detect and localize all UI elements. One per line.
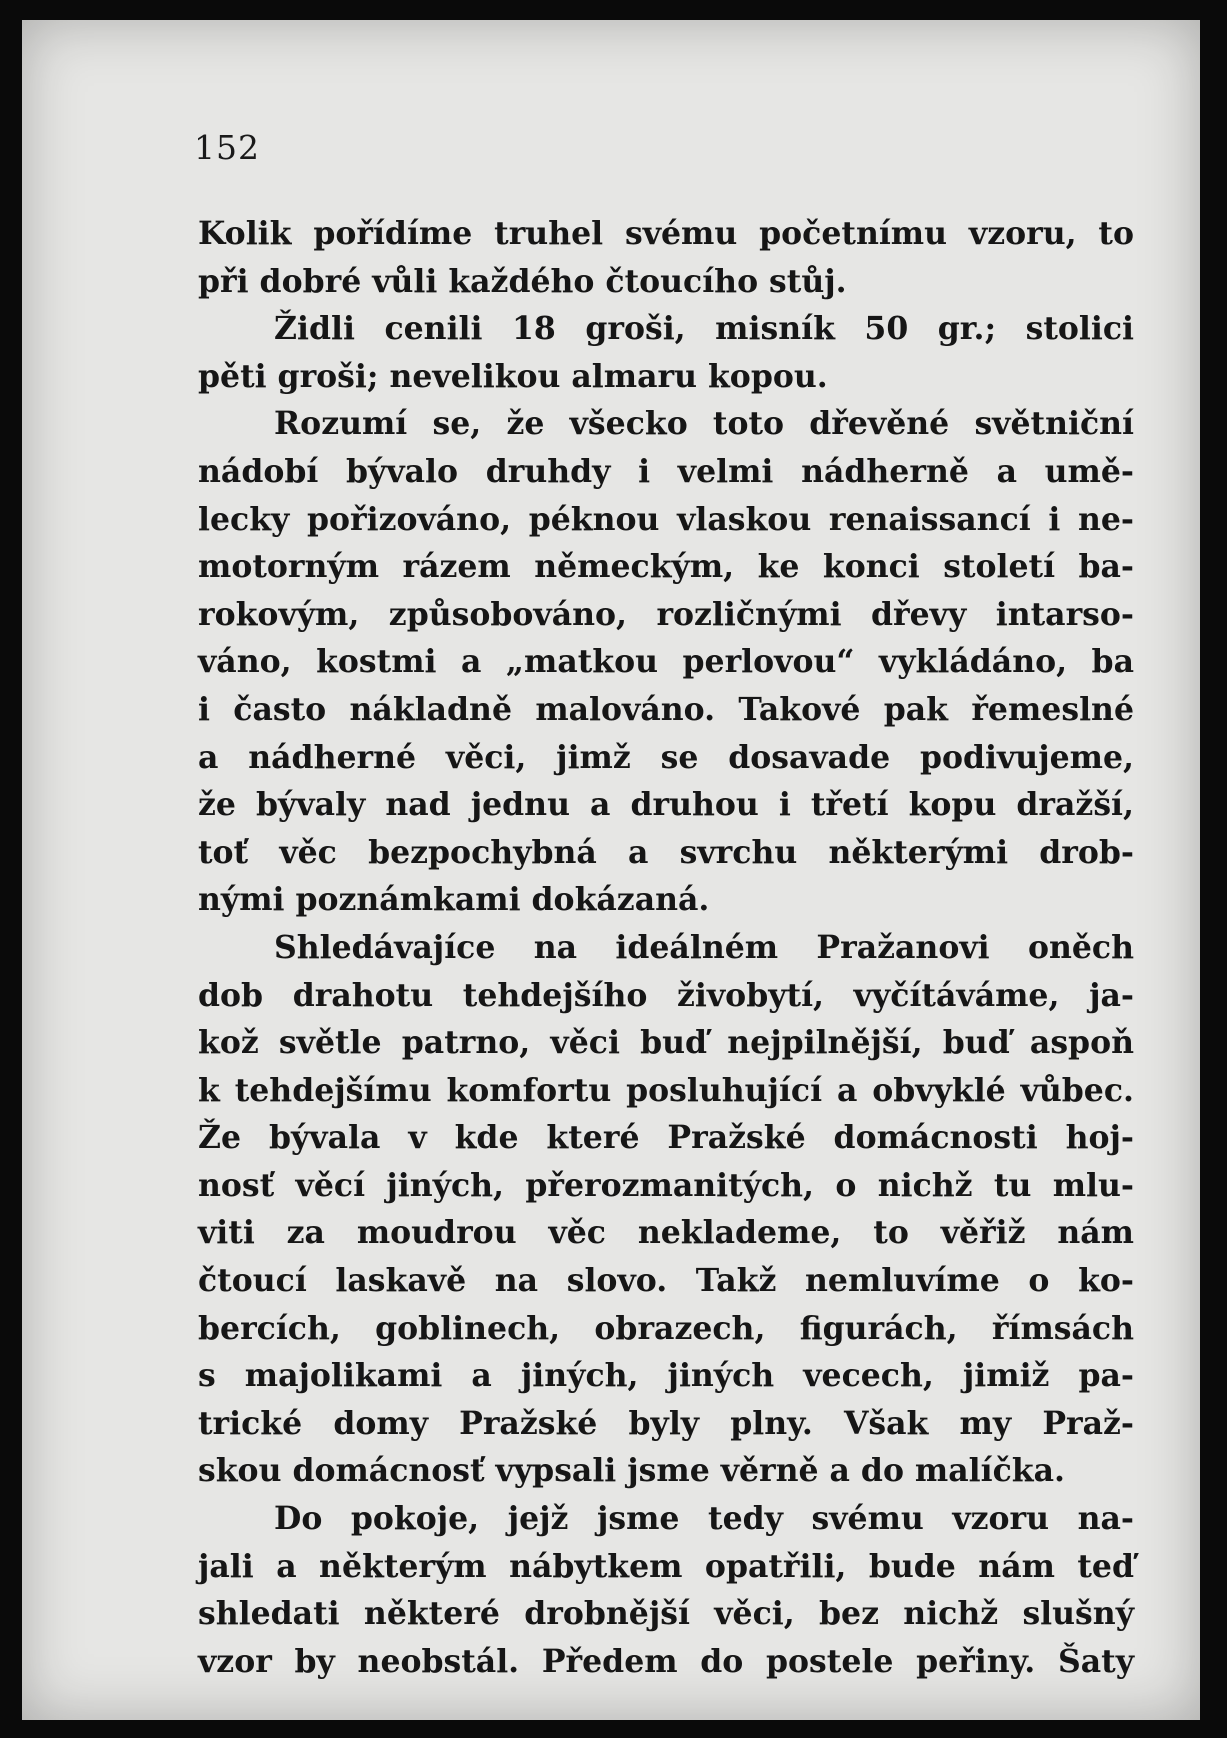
text-line: váno, kostmi a „matkou perlovou“ vykládáno, ba bbox=[198, 643, 1134, 681]
text-line: i často nákladně malováno. Takové pak řemeslné bbox=[198, 690, 1134, 728]
text-line: Židli cenili 18 groši, misník 50 gr.; stolici bbox=[274, 310, 1134, 348]
text-line: jali a některým nábytkem opatřili, bude nám teď bbox=[198, 1547, 1134, 1585]
text-line: s majolikami a jiných, jiných vecech, jimiž pa- bbox=[198, 1357, 1134, 1395]
text-line: viti za moudrou věc neklademe, to věřiž nám bbox=[198, 1214, 1134, 1252]
text-line: lecky pořizováno, péknou vlaskou renaissancí i ne- bbox=[198, 500, 1134, 538]
text-line: že bývaly nad jednu a druhou i třetí kopu dražší, bbox=[198, 786, 1134, 824]
text-line: toť věc bezpochybná a svrchu některými drob- bbox=[198, 833, 1134, 871]
scanned-page bbox=[22, 20, 1200, 1720]
text-line: dob drahotu tehdejšího živobytí, vyčítáváme, ja- bbox=[198, 976, 1134, 1014]
text-line: Že bývala v kde které Pražské domácnosti hoj- bbox=[198, 1119, 1134, 1157]
text-line: při dobré vůli každého čtoucího stůj. bbox=[198, 262, 847, 300]
text-line: trické domy Pražské byly plny. Však my Praž- bbox=[198, 1404, 1134, 1442]
text-line: Do pokoje, jejž jsme tedy svému vzoru na- bbox=[274, 1500, 1134, 1538]
text-line: nádobí bývalo druhdy i velmi nádherně a umě- bbox=[198, 452, 1134, 490]
text-line: Shledávajíce na ideálném Pražanovi oněch bbox=[274, 928, 1134, 966]
text-line: Rozumí se, že všecko toto dřevěné světniční bbox=[274, 405, 1134, 443]
text-line: rokovým, způsobováno, rozličnými dřevy intarso- bbox=[198, 595, 1134, 633]
text-line: Kolik pořídíme truhel svému početnímu vzoru, to bbox=[198, 215, 1134, 252]
text-line: bercích, goblinech, obrazech, figurách, římsách bbox=[198, 1309, 1134, 1347]
text-line: shledati některé drobnější věci, bez nichž slušný bbox=[198, 1595, 1134, 1633]
text-line: pěti groši; nevelikou almaru kopou. bbox=[198, 357, 828, 395]
page-number: 152 bbox=[194, 128, 260, 167]
text-line: skou domácnosť vypsali jsme věrně a do malíčka. bbox=[198, 1452, 1065, 1490]
text-line: k tehdejšímu komfortu posluhující a obvyklé vůbec. bbox=[198, 1071, 1134, 1109]
text-line: a nádherné věci, jimž se dosavade podivujeme, bbox=[198, 738, 1134, 776]
body-text bbox=[198, 210, 1134, 1685]
text-line: nosť věcí jiných, přerozmanitých, o nichž tu mlu- bbox=[198, 1166, 1134, 1204]
text-line: čtoucí laskavě na slovo. Takž nemluvíme o ko- bbox=[198, 1262, 1134, 1300]
text-line: kož světle patrno, věci buď nejpilnější, buď aspoň bbox=[198, 1024, 1134, 1062]
text-line: nými poznámkami dokázaná. bbox=[198, 881, 710, 919]
text-line: motorným rázem německým, ke konci století ba- bbox=[198, 548, 1134, 586]
text-line: vzor by neobstál. Předem do postele peřiny. Šaty bbox=[198, 1642, 1134, 1680]
